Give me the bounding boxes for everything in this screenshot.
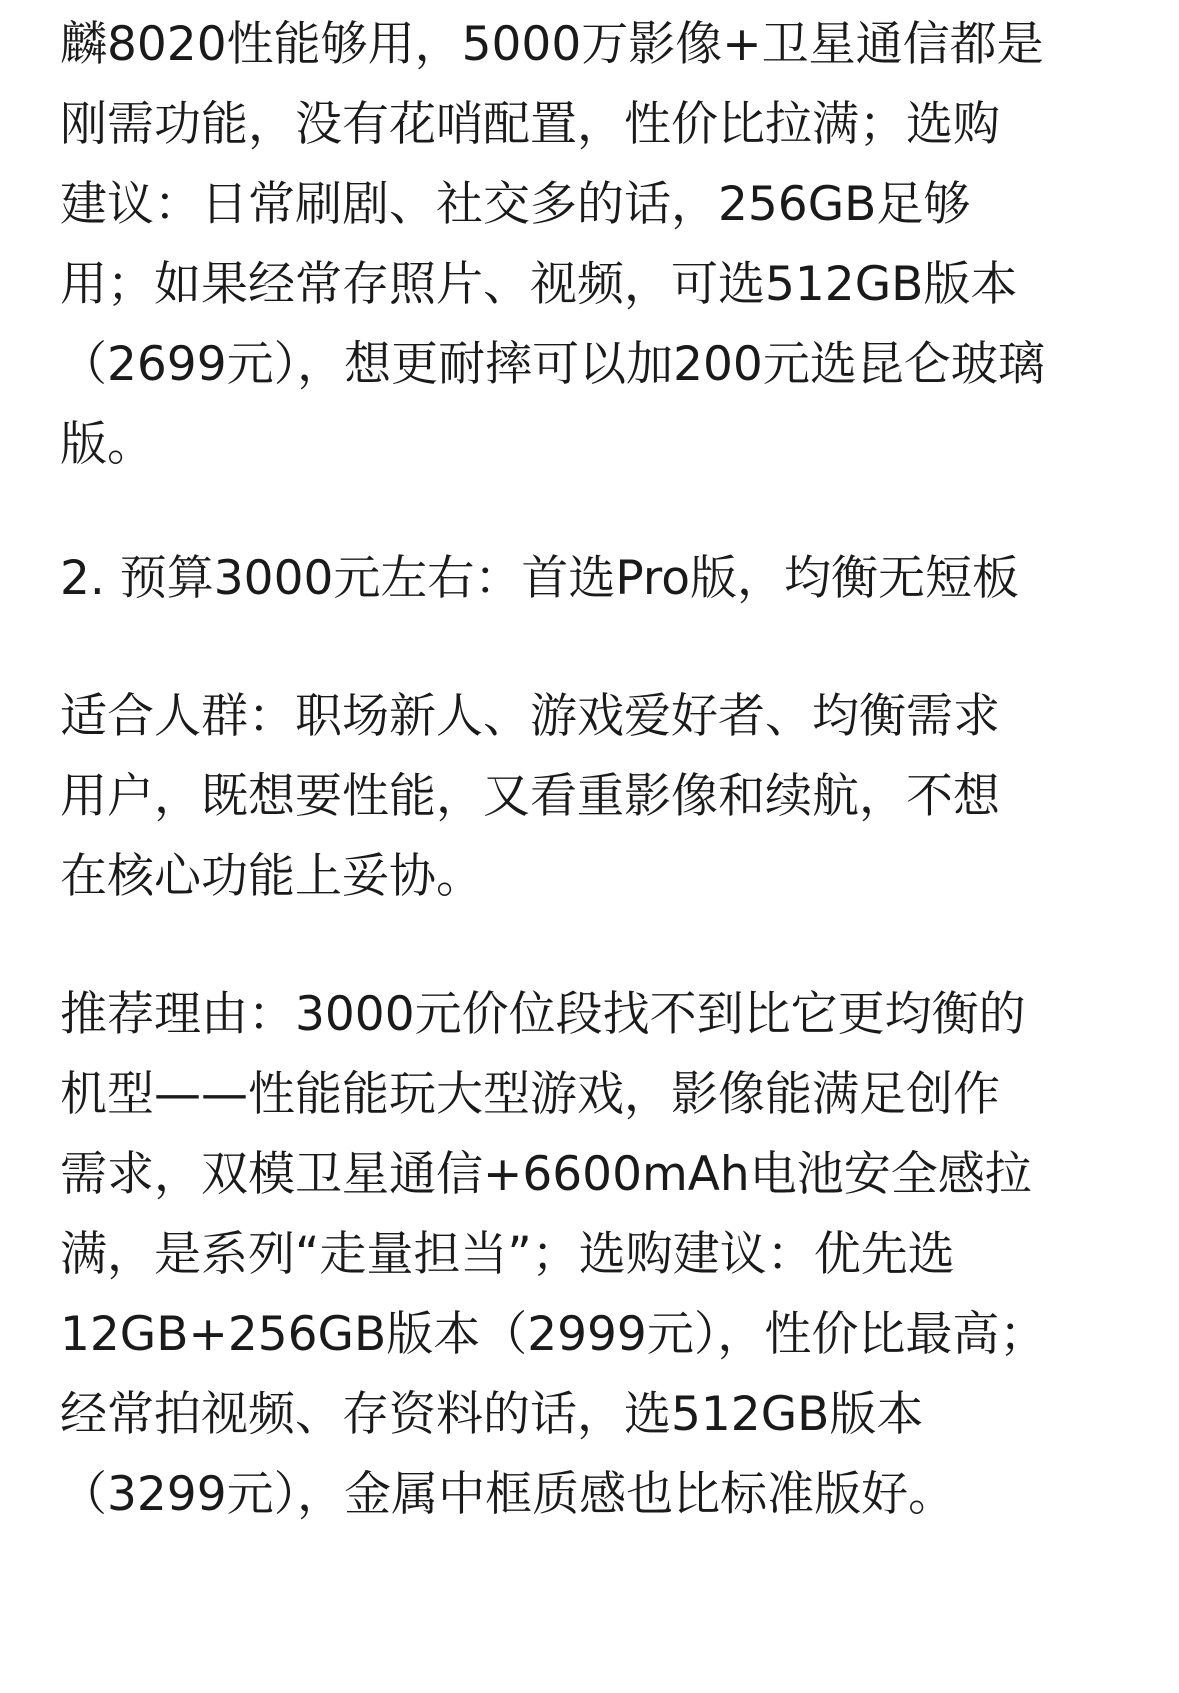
- text-line: 机型——性能能玩大型游戏，影像能满足创作: [60, 1067, 1000, 1122]
- text-line: 适合人群：职场新人、游戏爱好者、均衡需求: [60, 689, 1000, 744]
- text-line: 建议：日常刷剧、社交多的话，256GB足够: [60, 177, 971, 232]
- text-line: 用；如果经常存照片、视频，可选512GB版本: [60, 257, 1018, 312]
- text-line: 刚需功能，没有花哨配置，性价比拉满；选购: [60, 97, 1000, 152]
- text-line: 12GB+256GB版本（2999元），性价比最高；: [60, 1307, 1047, 1362]
- section-heading: 2. 预算3000元左右：首选Pro版，均衡无短板: [60, 551, 1019, 606]
- text-line: 推荐理由：3000元价位段找不到比它更均衡的: [60, 987, 1026, 1042]
- text-line: 在核心功能上妥协。: [60, 849, 483, 904]
- text-line: 版。: [60, 417, 154, 472]
- text-line: 需求，双模卫星通信+6600mAh电池安全感拉: [60, 1147, 1032, 1202]
- text-line: 麟8020性能够用，5000万影像+卫星通信都是: [60, 17, 1044, 72]
- text-line: （3299元），金属中框质感也比标准版好。: [60, 1467, 956, 1522]
- text-line: （2699元），想更耐摔可以加200元选昆仑玻璃: [60, 337, 1045, 392]
- text-line: 经常拍视频、存资料的话，选512GB版本: [60, 1387, 924, 1442]
- text-line: 用户，既想要性能，又看重影像和续航，不想: [60, 769, 1000, 824]
- text-line: 满，是系列“走量担当”；选购建议：优先选: [60, 1227, 955, 1282]
